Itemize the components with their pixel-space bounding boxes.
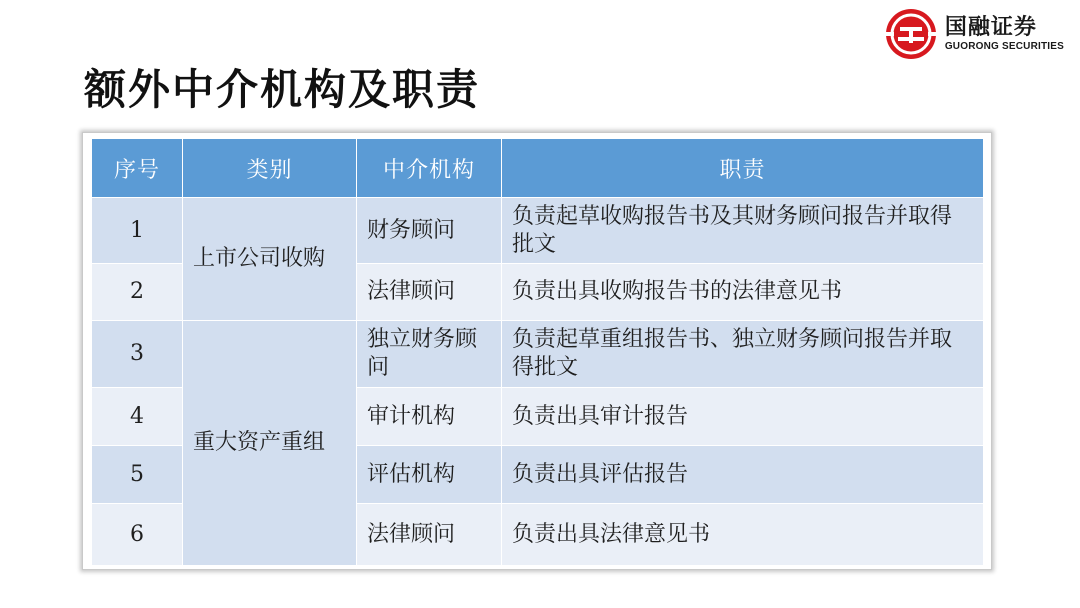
row-index: 2 <box>92 264 183 321</box>
row-index: 5 <box>92 446 183 504</box>
agency-cell: 财务顾问 <box>357 198 502 264</box>
brand-name <box>945 15 1064 53</box>
agency-cell: 审计机构 <box>357 388 502 446</box>
row-index: 1 <box>92 198 183 264</box>
duty-cell: 负责出具评估报告 <box>502 446 984 504</box>
header-category: 类别 <box>183 139 357 198</box>
table-row <box>92 321 984 388</box>
header-agency: 中介机构 <box>357 139 502 198</box>
page-title: 额外中介机构及职责 <box>84 65 481 114</box>
brand-name-cn: 国融证券 <box>944 15 1037 40</box>
duty-cell: 负责起草收购报告书及其财务顾问报告并取得批文 <box>502 198 984 264</box>
row-index: 6 <box>92 504 183 566</box>
duty-cell: 负责出具审计报告 <box>502 388 984 446</box>
agency-cell: 法律顾问 <box>357 504 502 566</box>
duty-cell: 负责出具收购报告书的法律意见书 <box>502 264 984 321</box>
brand-logo <box>885 6 1064 62</box>
table-row <box>92 198 984 264</box>
agency-duty-table <box>91 138 984 566</box>
duty-cell: 负责起草重组报告书、独立财务顾问报告并取得批文 <box>502 321 984 388</box>
table-frame <box>82 132 992 570</box>
table-header-row <box>92 139 984 198</box>
duty-cell: 负责出具法律意见书 <box>502 504 984 566</box>
guorong-logo-icon <box>885 8 937 60</box>
brand-name-en: GUORONG SECURITIES <box>944 41 1064 52</box>
agency-cell: 法律顾问 <box>357 264 502 321</box>
row-index: 3 <box>92 321 183 388</box>
row-index: 4 <box>92 388 183 446</box>
category-cell: 重大资产重组 <box>183 321 357 566</box>
agency-cell: 评估机构 <box>357 446 502 504</box>
header-index: 序号 <box>92 139 183 198</box>
agency-cell: 独立财务顾问 <box>357 321 502 388</box>
category-cell: 上市公司收购 <box>183 198 357 321</box>
header-duty: 职责 <box>502 139 984 198</box>
